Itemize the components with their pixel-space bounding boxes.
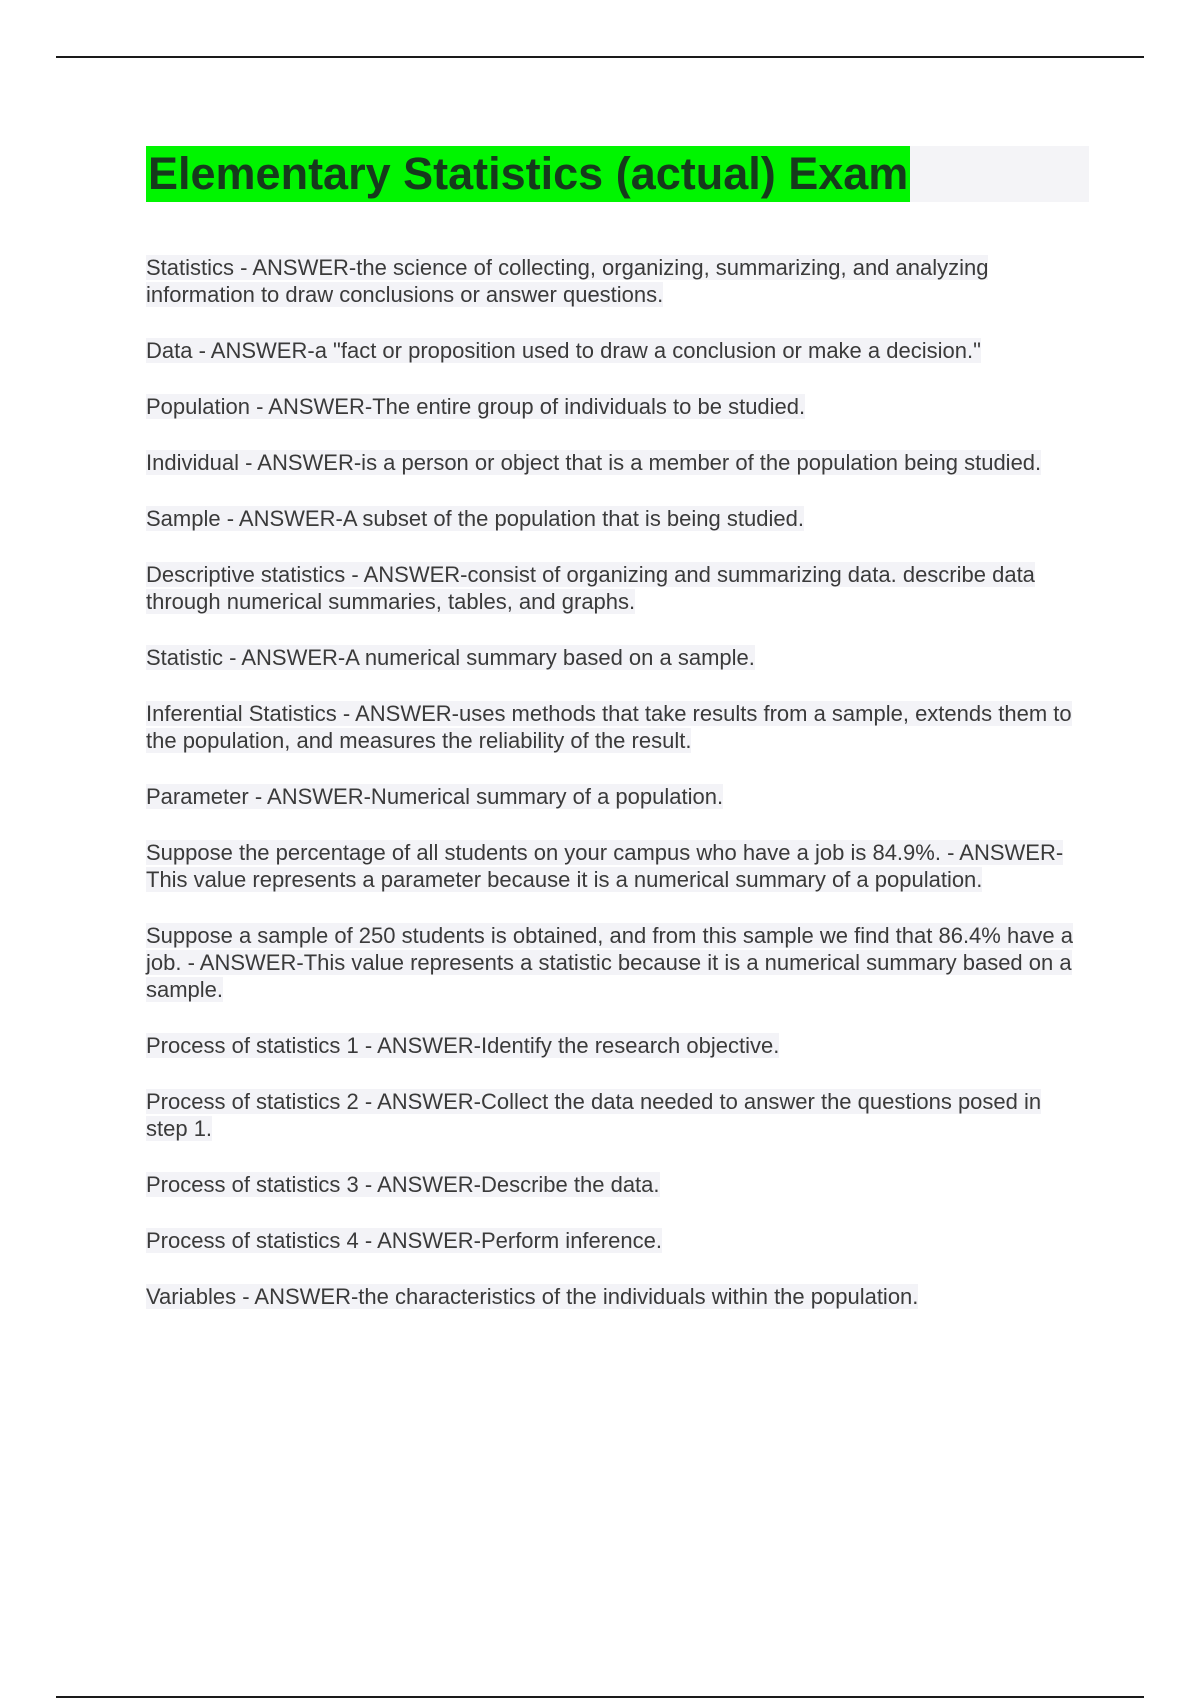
qa-item — [146, 1227, 1086, 1254]
qa-item — [146, 337, 1086, 364]
qa-item — [146, 644, 1086, 671]
qa-text: Statistic - ANSWER-A numerical summary based on a sample. — [146, 645, 755, 670]
qa-text: Suppose the percentage of all students on your campus who have a job is 84.9%. - ANSWER-This value represents a parameter because it is a numerical summary of a population. — [146, 840, 1064, 892]
footer-rule — [56, 1696, 1144, 1698]
qa-item — [146, 254, 1086, 308]
qa-item — [146, 1088, 1086, 1142]
qa-text: Process of statistics 2 - ANSWER-Collect the data needed to answer the questions posed in step 1. — [146, 1089, 1042, 1141]
qa-text: Sample - ANSWER-A subset of the population that is being studied. — [146, 506, 804, 531]
qa-item — [146, 1032, 1086, 1059]
page-title: Elementary Statistics (actual) Exam — [146, 146, 910, 202]
qa-text: Parameter - ANSWER-Numerical summary of a population. — [146, 784, 724, 809]
qa-text: Inferential Statistics - ANSWER-uses methods that take results from a sample, extends them to the population, and measures the reliability of the result. — [146, 701, 1072, 753]
qa-item — [146, 700, 1086, 754]
qa-text: Statistics - ANSWER-the science of collecting, organizing, summarizing, and analyzing information to draw conclusions or answer questions. — [146, 255, 989, 307]
qa-text: Process of statistics 4 - ANSWER-Perform inference. — [146, 1228, 662, 1253]
qa-text: Descriptive statistics - ANSWER-consist of organizing and summarizing data. describe data through numerical summaries, tables, and graphs. — [146, 562, 1035, 614]
qa-text: Process of statistics 1 - ANSWER-Identify the research objective. — [146, 1033, 780, 1058]
qa-text: Individual - ANSWER-is a person or object that is a member of the population being studied. — [146, 450, 1042, 475]
header-rule — [56, 56, 1144, 58]
title-block — [146, 146, 1089, 202]
qa-item — [146, 1283, 1086, 1310]
qa-item — [146, 393, 1086, 420]
qa-item — [146, 783, 1086, 810]
qa-text: Suppose a sample of 250 students is obtained, and from this sample we find that 86.4% have a job. - ANSWER-This value represents a statistic because it is a numerical summary based on a sample. — [146, 923, 1074, 1002]
qa-text: Process of statistics 3 - ANSWER-Describe the data. — [146, 1172, 660, 1197]
qa-list — [146, 254, 1086, 1339]
qa-item — [146, 561, 1086, 615]
qa-item — [146, 1171, 1086, 1198]
qa-item — [146, 922, 1086, 1003]
qa-text: Data - ANSWER-a "fact or proposition used to draw a conclusion or make a decision." — [146, 338, 981, 363]
qa-item — [146, 839, 1086, 893]
qa-text: Population - ANSWER-The entire group of individuals to be studied. — [146, 394, 806, 419]
qa-item — [146, 505, 1086, 532]
qa-text: Variables - ANSWER-the characteristics of the individuals within the population. — [146, 1284, 919, 1309]
qa-item — [146, 449, 1086, 476]
